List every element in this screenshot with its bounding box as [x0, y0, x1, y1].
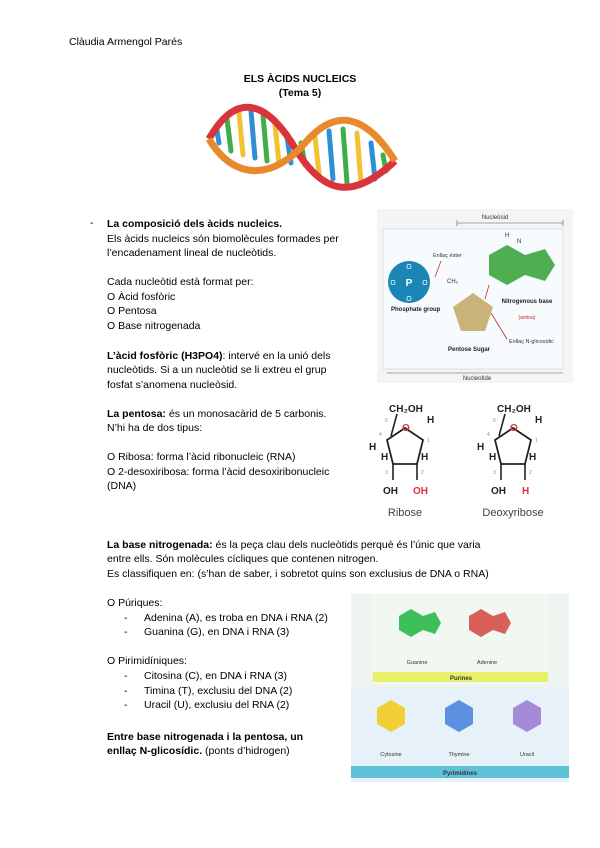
label-adenine: Adenine [476, 660, 498, 666]
carbon-number: 4 [379, 432, 382, 438]
carbon-number: 4 [487, 432, 490, 438]
phosphate-o: O [422, 280, 428, 287]
label-h: H [369, 442, 377, 453]
author-name: Clàudia Armengol Parés [69, 36, 183, 48]
list-item: O Ribosa: forma l’àcid ribonucleic (RNA) [107, 451, 296, 463]
paragraph-line: nucleòtids. Si a un nucleòtid se li extreu el grup [107, 364, 327, 376]
carbon-number: 2 [421, 470, 424, 476]
bullet-dash: - [90, 217, 94, 229]
paragraph-line: fosfat s’anomena nucleòsid. [107, 379, 238, 391]
enllac-text: (ponts d’hidrogen) [202, 745, 290, 757]
label-nucleotide: Nucleotide [462, 376, 492, 382]
label-nglicosidic: Enllaç N-glicosídic [509, 339, 554, 345]
heading-base: La base nitrogenada: [107, 539, 213, 551]
bullet-dash: - [124, 685, 128, 697]
label-purines: Purines [449, 676, 473, 682]
label-amina: (amina) [518, 315, 536, 321]
label-nitrogenous-base: Nitrogenous base [501, 299, 553, 305]
bullet-dash: - [124, 612, 128, 624]
purines-panel [373, 594, 548, 684]
list-item: Uracil (U), exclusiu del RNA (2) [144, 699, 290, 711]
section-heading-composicio: La composició dels àcids nucleics. [107, 218, 283, 230]
label-h: H [505, 233, 510, 239]
label-h: H [529, 452, 537, 463]
carbon-number: 2 [529, 470, 532, 476]
paragraph-fosforic [107, 349, 331, 364]
enllac-line1: Entre base nitrogenada i la pentosa, un [107, 731, 304, 743]
list-item: (DNA) [107, 480, 137, 492]
list-item: O 2-desoxiribosa: forma l’àcid desoxiribonucleic [107, 466, 330, 478]
nucleotide-diagram [377, 209, 573, 383]
label-pyrimidines: Pyrimidines [442, 771, 478, 777]
list-item: Citosina (C), en DNA i RNA (3) [144, 670, 287, 682]
label-h: H [522, 486, 530, 497]
list-item: Timina (T), exclusiu del DNA (2) [144, 685, 293, 697]
paragraph-line: l’encadenament lineal de nucleòtids. [107, 247, 277, 259]
label-oh: OH [491, 486, 506, 497]
list-item: Adenina (A), es troba en DNA i RNA (2) [144, 612, 328, 624]
label-h: H [427, 415, 435, 426]
enllac-line2 [107, 744, 290, 759]
carbon-number: 1 [535, 438, 538, 444]
label-oh: OH [383, 486, 398, 497]
paragraph-line: Es classifiquen en: (s’han de saber, i sobretot quins son exclusius de DNA o RNA) [107, 568, 489, 580]
carbon-number: 3 [493, 470, 496, 476]
paragraph-line: Els àcids nucleics són biomolècules formades per [107, 233, 339, 245]
phosphate-o: O [390, 280, 396, 287]
label-oh: OH [413, 486, 428, 497]
bullet-dash: - [124, 670, 128, 682]
paragraph-line: entre ells. Són molècules cícliques que contenen nitrogen. [107, 553, 379, 565]
label-h: H [477, 442, 485, 453]
phosphate-o: O [406, 296, 412, 303]
paragraph-line: Cada nucleòtid està format per: [107, 276, 254, 288]
bullet-dash: - [124, 626, 128, 638]
nitrogenous-bases-diagram [351, 594, 569, 782]
label-guanine: Guanine [406, 660, 428, 666]
label-n: N [517, 239, 522, 245]
label-ch2oh: CH₂OH [389, 404, 423, 415]
page-subtitle: (Tema 5) [278, 87, 322, 99]
label-phosphate-group: Phosphate group [391, 307, 441, 313]
phosphate-p: P [405, 278, 413, 289]
label-ester: Enllaç éster [433, 253, 462, 259]
label-ch2oh: CH₂OH [497, 404, 531, 415]
bullet-dash: - [124, 699, 128, 711]
text-base: és la peça clau dels nucleòtids perquè és l’únic que varia [212, 539, 481, 551]
label-h: H [535, 415, 543, 426]
paragraph-pentosa [107, 407, 326, 422]
text-fosforic: : intervé en la unió dels [222, 350, 331, 362]
list-item: O Pentosa [107, 305, 157, 317]
carbon-number: 5 [493, 418, 496, 424]
heading-pentosa: La pentosa: [107, 408, 166, 420]
label-o: O [402, 423, 410, 434]
label-o: O [510, 423, 518, 434]
label-nucleosid: Nucleòsid [481, 215, 509, 221]
enllac-heading: enllaç N-glicosídic. [107, 745, 203, 757]
label-cytosine: Cytosine [380, 752, 402, 758]
page-title: ELS ÀCIDS NUCLEICS [243, 73, 357, 85]
label-h: H [489, 452, 497, 463]
label-pirimidiniques: O Pirimidíniques: [107, 655, 187, 667]
label-ribose: Ribose [387, 507, 423, 519]
heading-fosforic: L’àcid fosfòric (H3PO4) [107, 350, 223, 362]
paragraph-line: N’hi ha de dos tipus: [107, 422, 203, 434]
label-puriques: O Púriques: [107, 597, 163, 609]
carbon-number: 5 [385, 418, 388, 424]
label-ch2: CH₂ [447, 279, 458, 285]
label-deoxyribose: Deoxyribose [482, 507, 544, 519]
label-h: H [381, 452, 389, 463]
dna-helix-illustration [205, 103, 400, 193]
sugars-diagram [355, 398, 565, 528]
label-uracil: Uracil [519, 752, 535, 758]
label-thymine: Thymine [448, 752, 470, 758]
list-item: Guanina (G), en DNA i RNA (3) [144, 626, 290, 638]
phosphate-o: O [406, 264, 412, 271]
text-pentosa: és un monosacàrid de 5 carbonis. [165, 408, 327, 420]
carbon-number: 3 [385, 470, 388, 476]
list-item: O Àcid fosfòric [107, 291, 176, 303]
paragraph-base [107, 538, 481, 553]
label-h: H [421, 452, 429, 463]
carbon-number: 1 [427, 438, 430, 444]
list-item: O Base nitrogenada [107, 320, 201, 332]
label-pentose: Pentose Sugar [447, 347, 491, 353]
